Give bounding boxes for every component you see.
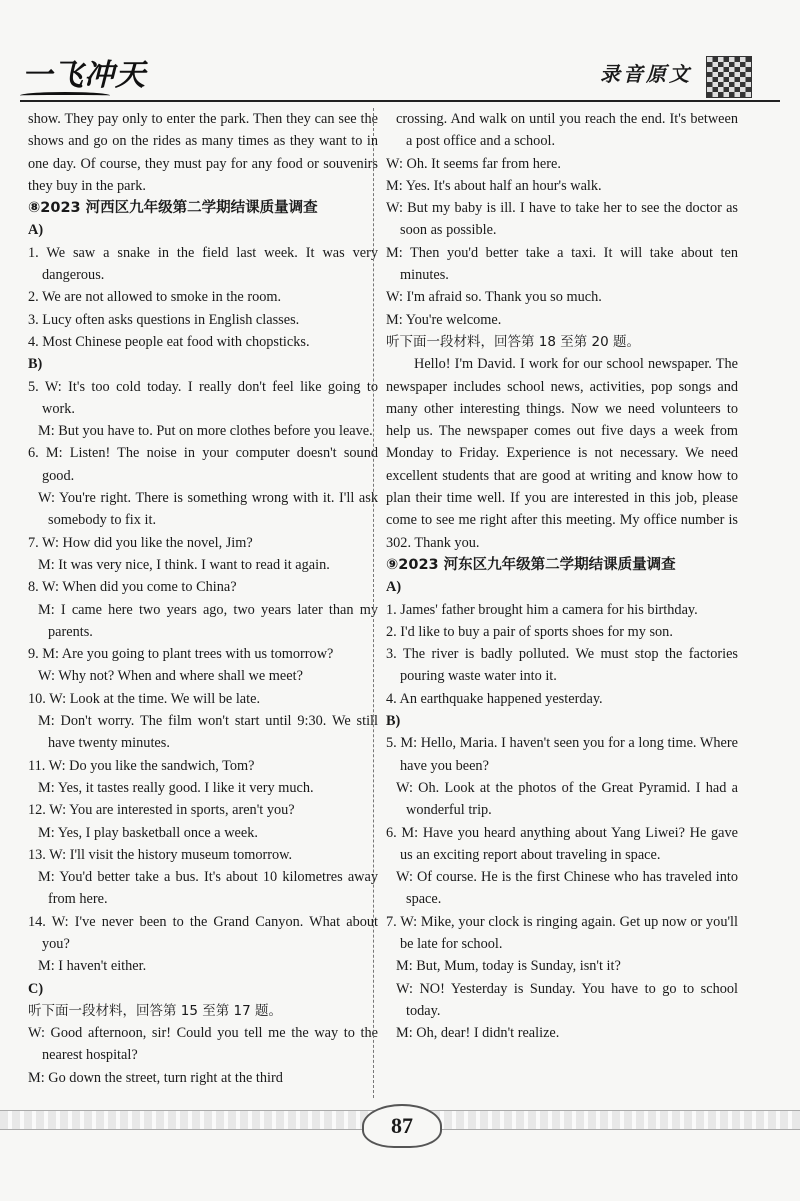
transcript-line: 6. M: Have you heard anything about Yang Liwei? He gave us an exciting report about traveling in space. bbox=[386, 824, 738, 863]
transcript-line: 6. M: Listen! The noise in your computer doesn't sound good. bbox=[28, 445, 378, 484]
transcript-line: 1. We saw a snake in the field last week. It was very dangerous. bbox=[28, 244, 378, 284]
header-rule bbox=[20, 100, 780, 102]
left-column bbox=[28, 108, 378, 1089]
transcript-line: 13. W: I'll visit the history museum tomorrow. bbox=[28, 846, 293, 863]
transcript-line: 5. W: It's too cold today. I really don't feel like going to work. bbox=[28, 378, 378, 417]
instruction-text: 听下面一段材料，回答第 18 至第 20 题。 bbox=[386, 333, 641, 350]
transcript-line: M: Yes, it tastes really good. I like it very much. bbox=[38, 779, 314, 796]
part-label: A) bbox=[28, 222, 44, 239]
transcript-line: M: Yes, I play basketball once a week. bbox=[38, 824, 258, 841]
transcript-line: 4. Most Chinese people eat food with chopsticks. bbox=[28, 333, 310, 350]
passage-paragraph: Hello! I'm David. I work for our school newspaper. The newspaper includes school news, activities, pop songs and many other interesting things. Now we need volunteers to help us. The newspaper comes out five days a week from Monday to Friday. Experience is not necessary. We need excellent students that are good at writing and know how to plan their time well. If you are interested in this job, please come to see me right after this meeting. My office number is 302. Thank you. bbox=[386, 356, 738, 551]
column-divider bbox=[373, 108, 374, 1098]
part-label: A) bbox=[386, 579, 402, 596]
transcript-line: 12. W: You are interested in sports, aren't you? bbox=[28, 802, 295, 819]
section-heading: ⑧2023 河西区九年级第二学期结课质量调查 bbox=[28, 200, 318, 217]
transcript-line: M: Then you'd better take a taxi. It will take about ten minutes. bbox=[386, 244, 738, 284]
transcript-line: 7. W: Mike, your clock is ringing again. Get up now or you'll be late for school. bbox=[386, 913, 738, 952]
transcript-line: 2. We are not allowed to smoke in the room. bbox=[28, 289, 282, 306]
transcript-line: 7. W: How did you like the novel, Jim? bbox=[28, 534, 253, 551]
section-label: 录音原文 bbox=[600, 62, 692, 86]
transcript-line: W: I'm afraid so. Thank you so much. bbox=[386, 289, 602, 306]
transcript-line: show. They pay only to enter the park. Then they can see the shows and go on the rides as many times as they want to in one day. Of course, they must pay for any food or souvenirs they buy in the park. bbox=[28, 111, 378, 194]
brand-title: 一飞冲天 bbox=[22, 58, 146, 93]
page-number: 87 bbox=[362, 1104, 442, 1148]
transcript-line: W: You're right. There is something wrong with it. I'll ask somebody to fix it. bbox=[38, 490, 378, 529]
transcript-line: M: I came here two years ago, two years later than my parents. bbox=[38, 601, 378, 640]
transcript-line: W: Why not? When and where shall we meet? bbox=[38, 668, 303, 685]
section-heading: ⑨2023 河东区九年级第二学期结课质量调查 bbox=[386, 556, 676, 573]
instruction-text: 听下面一段材料，回答第 15 至第 17 题。 bbox=[28, 1002, 283, 1019]
part-label: B) bbox=[28, 356, 43, 373]
transcript-line: M: But, Mum, today is Sunday, isn't it? bbox=[396, 958, 621, 975]
transcript-line: W: NO! Yesterday is Sunday. You have to go to school today. bbox=[396, 980, 738, 1019]
transcript-line: M: Oh, dear! I didn't realize. bbox=[396, 1025, 560, 1042]
checker-pattern-decoration bbox=[706, 56, 752, 98]
transcript-line: 10. W: Look at the time. We will be late. bbox=[28, 690, 261, 707]
transcript-line: 14. W: I've never been to the Grand Canyon. What about you? bbox=[28, 913, 378, 952]
transcript-line: 11. W: Do you like the sandwich, Tom? bbox=[28, 757, 255, 774]
transcript-line: W: Oh. Look at the photos of the Great Pyramid. I had a wonderful trip. bbox=[396, 779, 738, 819]
page-header bbox=[0, 0, 800, 110]
right-column bbox=[386, 108, 738, 1044]
transcript-line: M: It was very nice, I think. I want to read it again. bbox=[38, 556, 330, 573]
transcript-line: M: Don't worry. The film won't start until 9:30. We still have twenty minutes. bbox=[38, 713, 378, 752]
transcript-line: M: But you have to. Put on more clothes before you leave. bbox=[38, 423, 373, 440]
transcript-line: M: I haven't either. bbox=[38, 958, 147, 975]
brand-swoosh-decoration bbox=[20, 92, 110, 99]
part-label: B) bbox=[386, 713, 401, 730]
transcript-line: W: But my baby is ill. I have to take her to see the doctor as soon as possible. bbox=[386, 200, 738, 239]
part-label: C) bbox=[28, 980, 44, 997]
transcript-line: W: Of course. He is the first Chinese who has traveled into space. bbox=[396, 869, 738, 908]
transcript-line: M: Yes. It's about half an hour's walk. bbox=[386, 177, 602, 194]
transcript-line: W: Oh. It seems far from here. bbox=[386, 155, 561, 172]
transcript-line: M: You'd better take a bus. It's about 10 kilometres away from here. bbox=[38, 869, 378, 908]
transcript-line: W: Good afternoon, sir! Could you tell me the way to the nearest hospital? bbox=[28, 1025, 378, 1064]
transcript-line: 9. M: Are you going to plant trees with us tomorrow? bbox=[28, 646, 334, 663]
transcript-line: M: Go down the street, turn right at the third bbox=[28, 1069, 283, 1086]
transcript-line: crossing. And walk on until you reach the end. It's between a post office and a school. bbox=[396, 111, 738, 150]
transcript-line: 2. I'd like to buy a pair of sports shoes for my son. bbox=[386, 623, 673, 640]
transcript-line: 3. Lucy often asks questions in English classes. bbox=[28, 311, 300, 328]
transcript-line: 5. M: Hello, Maria. I haven't seen you for a long time. Where have you been? bbox=[386, 735, 738, 774]
transcript-line: 8. W: When did you come to China? bbox=[28, 579, 237, 596]
transcript-line: 1. James' father brought him a camera for his birthday. bbox=[386, 601, 698, 618]
transcript-line: 3. The river is badly polluted. We must stop the factories pouring waste water into it. bbox=[386, 646, 738, 685]
transcript-line: M: You're welcome. bbox=[386, 311, 502, 328]
transcript-line: 4. An earthquake happened yesterday. bbox=[386, 690, 603, 707]
